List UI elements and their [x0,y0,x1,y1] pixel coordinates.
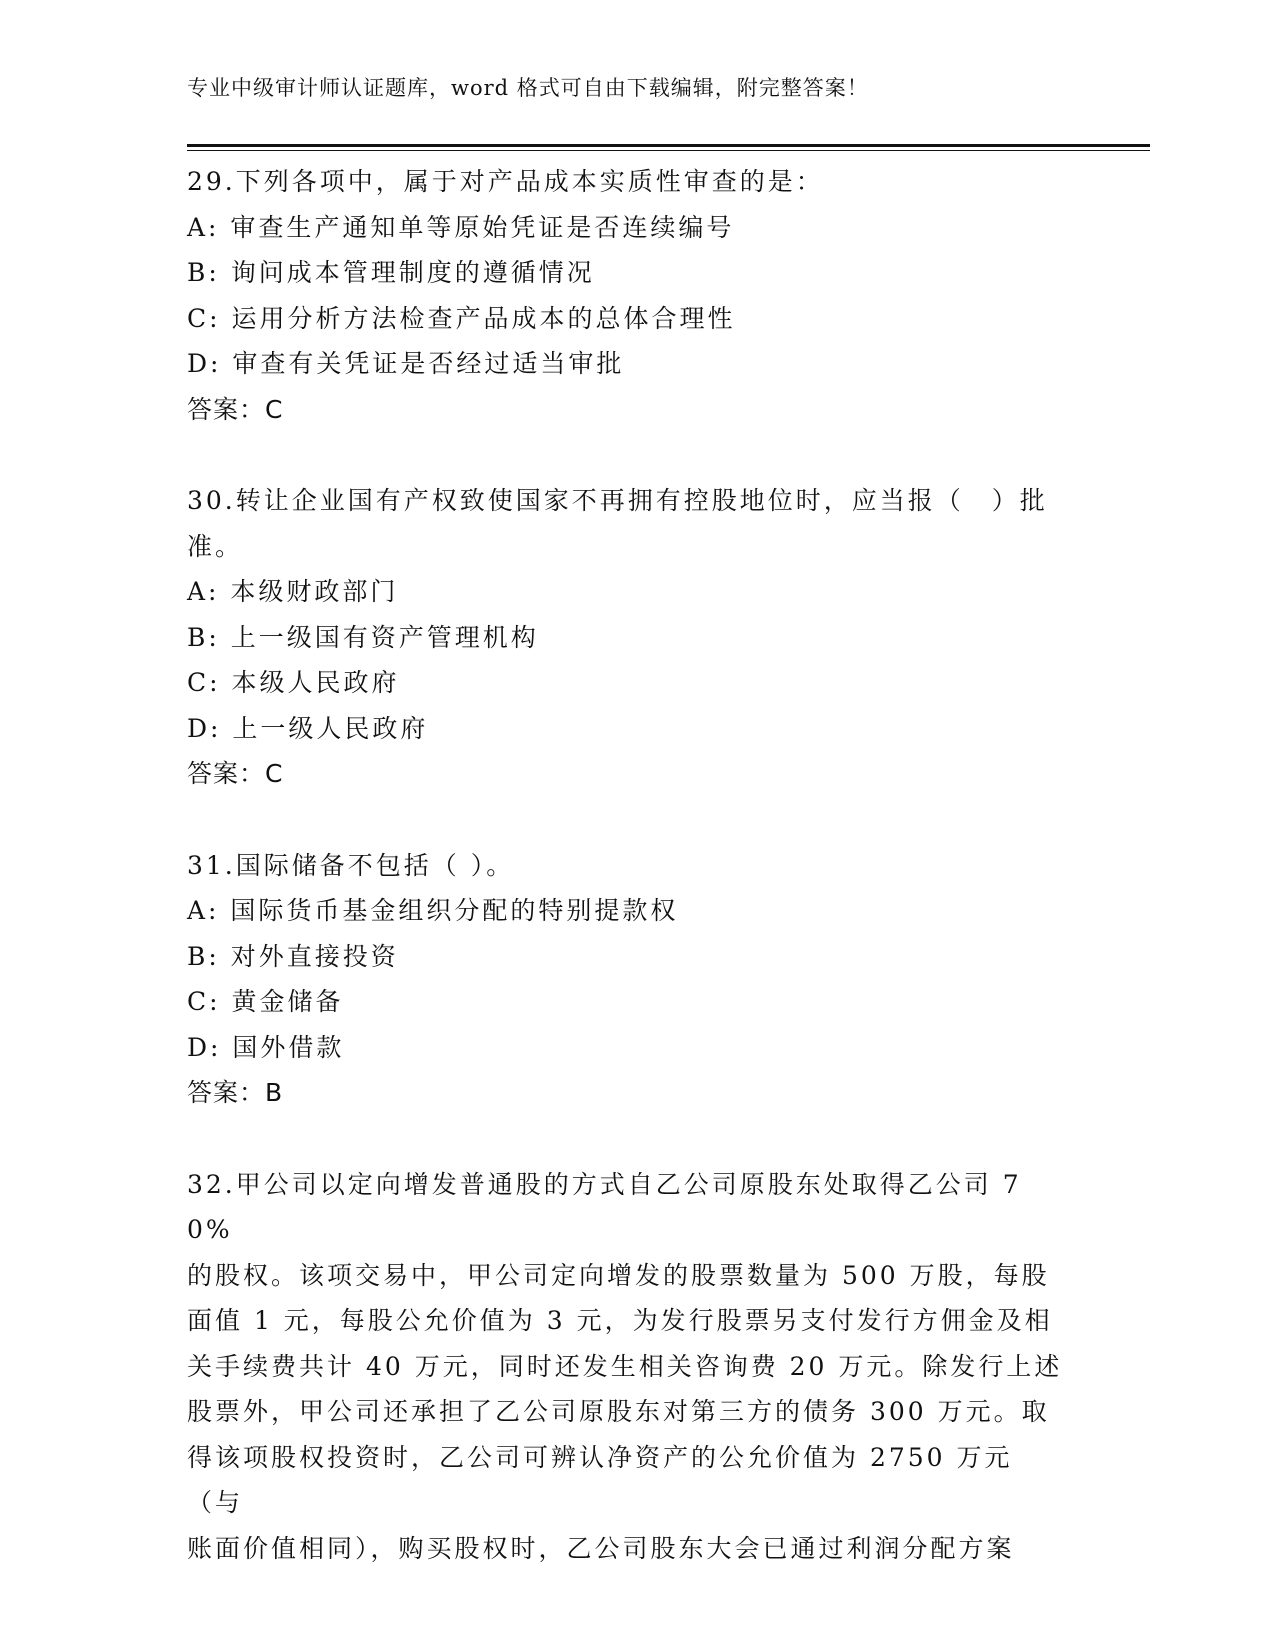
question-text-line: 账面价值相同），购买股权时，乙公司股东大会已通过利润分配方案 [187,1533,1015,1563]
option-a: A: 本级财政部门 [187,577,399,606]
question-29 [187,159,1067,432]
answer-line: 答案：C [187,759,284,788]
option-c: C: 本级人民政府 [187,668,400,697]
question-text-line: 的股权。该项交易中，甲公司定向增发的股票数量为 500 万股，每股 [187,1260,1050,1290]
option-c: C: 黄金储备 [187,987,344,1016]
question-stem: 30.转让企业国有产权致使国家不再拥有控股地位时，应当报（ ）批准。 [187,486,1048,561]
question-text-line: 关手续费共计 40 万元，同时还发生相关咨询费 20 万元。除发行上述 [187,1351,1063,1381]
option-c: C: 运用分析方法检查产品成本的总体合理性 [187,303,736,333]
question-32 [187,1162,1067,1572]
option-d: D: 审查有关凭证是否经过适当审批 [187,349,625,378]
question-stem: 31.国际储备不包括（ ）。 [187,850,515,880]
header-divider-thick [187,144,1150,147]
header-divider-thin [187,150,1150,151]
question-text-line: 股票外，甲公司还承担了乙公司原股东对第三方的债务 300 万元。取 [187,1397,1050,1426]
question-text-line: 面值 1 元，每股公允价值为 3 元，为发行股票另支付发行方佣金及相 [187,1306,1053,1335]
question-list [187,159,1067,1617]
question-stem: 29.下列各项中，属于对产品成本实质性审查的是： [187,167,824,196]
question-text-line: 32.甲公司以定向增发普通股的方式自乙公司原股东处取得乙公司 70% [187,1169,1022,1244]
option-a: A: 国际货币基金组织分配的特别提款权 [187,896,679,925]
option-d: D: 国外借款 [187,1032,345,1062]
question-31 [187,843,1067,1116]
option-b: B: 询问成本管理制度的遵循情况 [187,258,595,287]
answer-line: 答案：C [187,394,284,424]
question-30 [187,478,1067,797]
question-text-line: 得该项股权投资时，乙公司可辨认净资产的公允价值为 2750 万元（与 [187,1442,1013,1517]
option-b: B: 对外直接投资 [187,941,399,971]
option-d: D: 上一级人民政府 [187,713,429,743]
option-b: B: 上一级国有资产管理机构 [187,622,539,652]
answer-line: 答案：B [187,1078,284,1107]
page-header: 专业中级审计师认证题库，word 格式可自由下载编辑，附完整答案！ [187,76,869,100]
option-a: A: 审查生产通知单等原始凭证是否连续编号 [187,212,735,242]
